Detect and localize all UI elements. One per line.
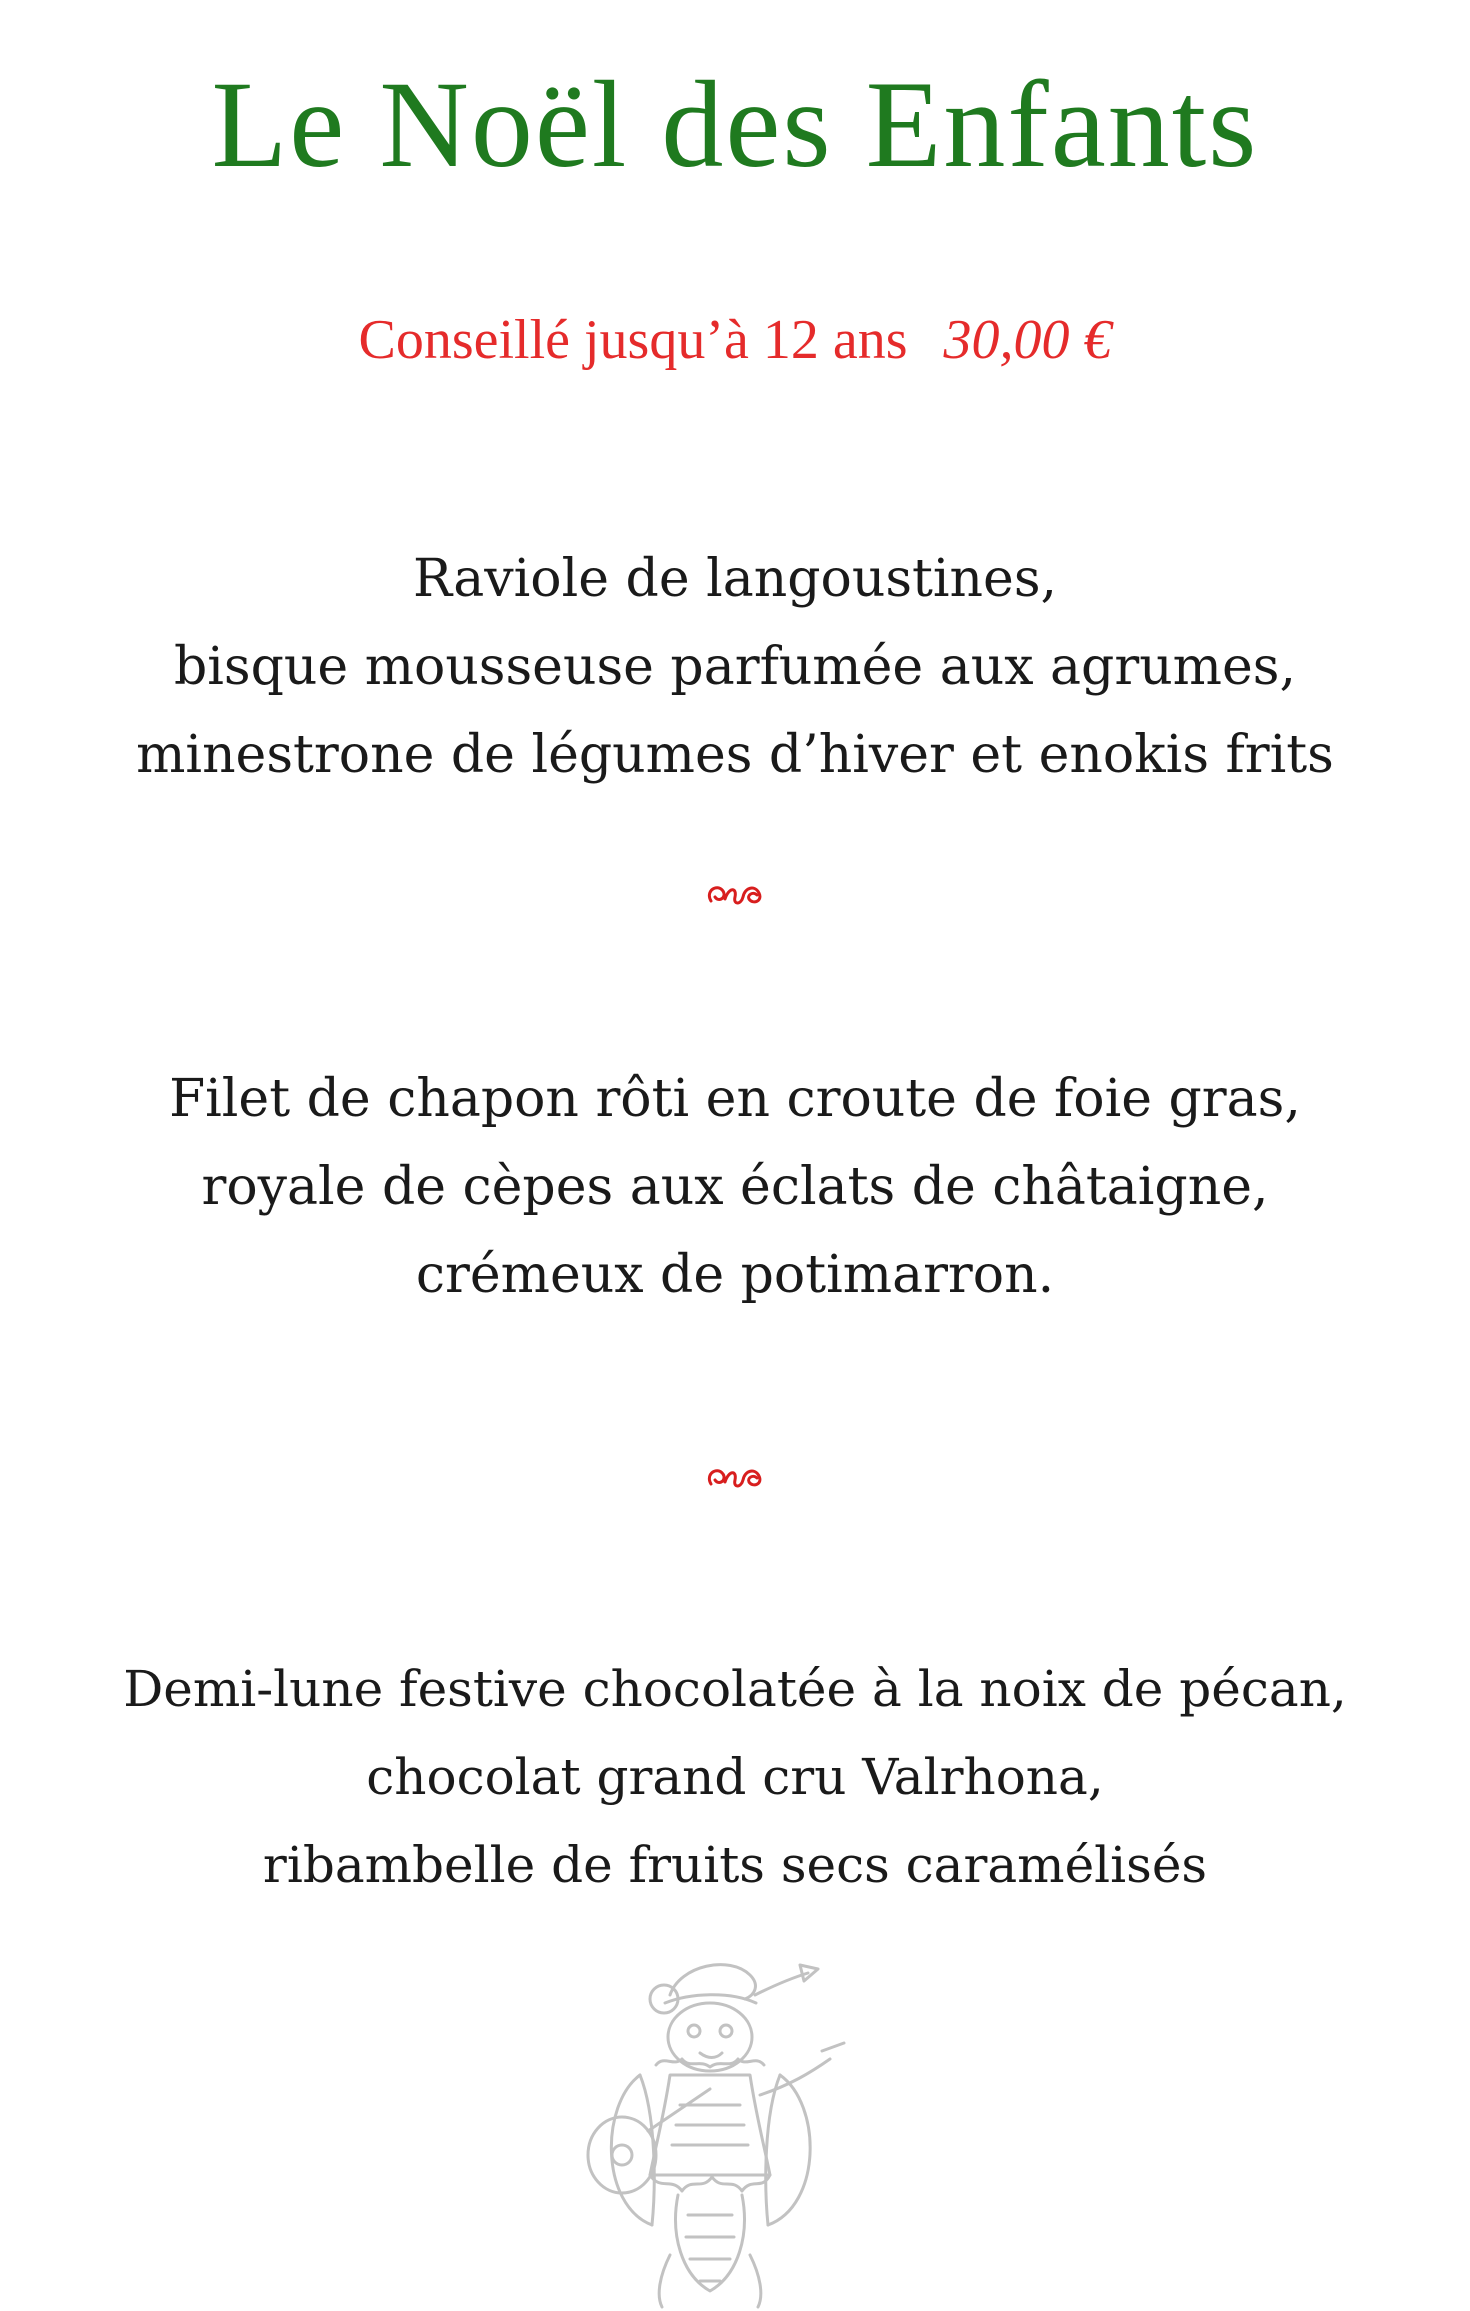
ornament-glyph	[703, 875, 767, 915]
course-line: Filet de chapon rôti en croute de foie gras,	[169, 1069, 1301, 1129]
ornament-glyph	[703, 1458, 767, 1498]
course-starter	[0, 535, 1470, 799]
ornament-separator-icon	[0, 875, 1470, 927]
menu-title: Le Noël des Enfants	[211, 56, 1259, 193]
christmas-bug-mascot-icon	[560, 1955, 900, 2311]
menu-price: 30,00 €	[943, 309, 1112, 371]
course-dessert	[0, 1645, 1470, 1909]
course-line: chocolat grand cru Valrhona,	[366, 1748, 1104, 1806]
menu-subtitle	[0, 305, 1470, 375]
course-line: Demi-lune festive chocolatée à la noix de pécan,	[123, 1660, 1347, 1718]
course-line: bisque mousseuse parfumée aux agrumes,	[174, 637, 1296, 697]
course-line: minestrone de légumes d’hiver et enokis frits	[136, 725, 1334, 785]
age-recommendation: Conseillé jusqu’à 12 ans	[358, 309, 908, 371]
course-line: ribambelle de fruits secs caramélisés	[262, 1836, 1208, 1894]
ornament-separator-icon	[0, 1458, 1470, 1510]
course-line: crémeux de potimarron.	[415, 1245, 1055, 1305]
course-main	[0, 1055, 1470, 1319]
course-line: Raviole de langoustines,	[412, 549, 1058, 609]
course-line: royale de cèpes aux éclats de châtaigne,	[201, 1157, 1269, 1217]
